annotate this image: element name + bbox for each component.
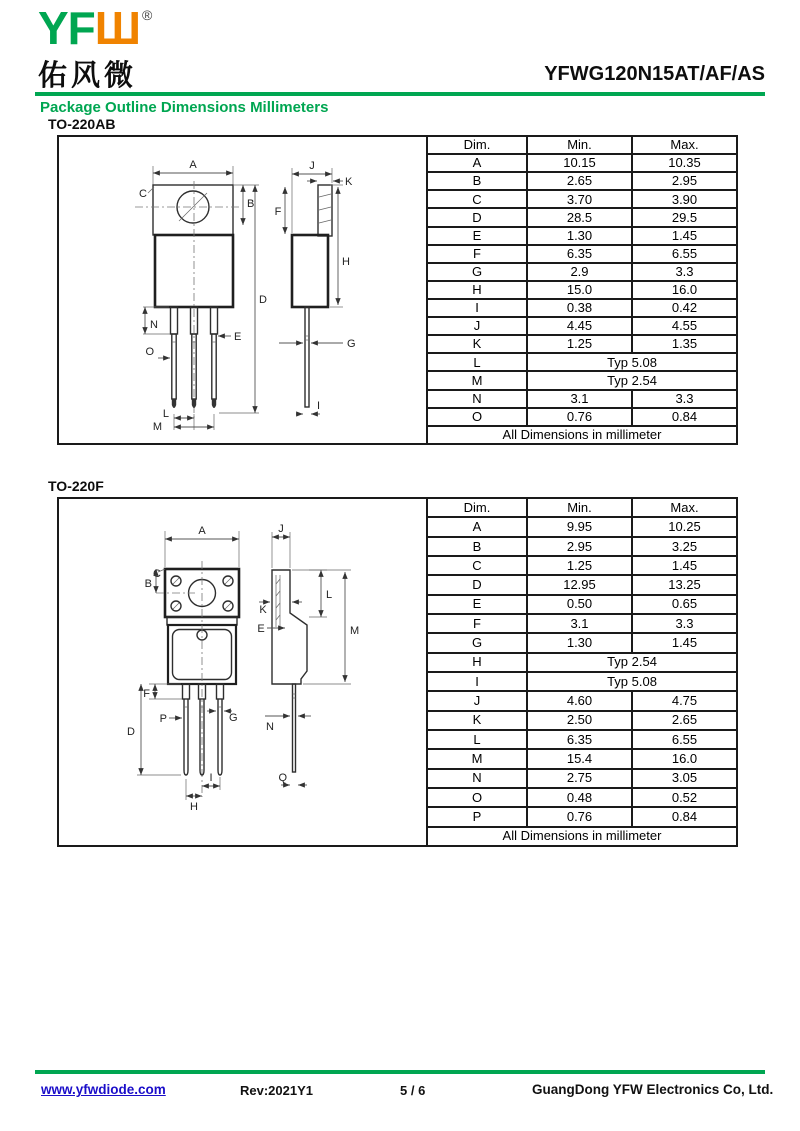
column-header: Min. — [527, 136, 632, 154]
dim-label-k: K — [345, 176, 353, 188]
value-cell: 2.50 — [527, 711, 632, 730]
value-cell: 1.45 — [632, 227, 737, 245]
typ-value-cell: Typ 5.08 — [527, 353, 737, 371]
page-number: 5 / 6 — [400, 1083, 426, 1098]
dim-label-b: B — [144, 578, 152, 590]
column-header: Min. — [527, 498, 632, 517]
value-cell: 2.75 — [527, 769, 632, 788]
value-cell: 1.45 — [632, 633, 737, 652]
value-cell: I — [427, 299, 527, 317]
value-cell: 3.3 — [632, 614, 737, 633]
dim-cell: H — [427, 653, 527, 672]
value-cell: 3.1 — [527, 390, 632, 408]
dimension-row — [427, 154, 737, 172]
value-cell: A — [427, 517, 527, 536]
dim-label-l: L — [326, 589, 333, 601]
typ-value-cell: Typ 2.54 — [527, 371, 737, 389]
value-cell: E — [427, 227, 527, 245]
value-cell: 3.1 — [527, 614, 632, 633]
value-cell: 0.48 — [527, 788, 632, 807]
dimension-row — [427, 807, 737, 826]
value-cell: 13.25 — [632, 575, 737, 594]
column-header: Max. — [632, 498, 737, 517]
dim-cell: M — [427, 371, 527, 389]
value-cell: 15.4 — [527, 749, 632, 768]
value-cell: K — [427, 335, 527, 353]
value-cell: 3.25 — [632, 537, 737, 556]
dimension-row — [427, 691, 737, 710]
typ-value-cell: Typ 5.08 — [527, 672, 737, 691]
dimension-row — [427, 227, 737, 245]
table-note: All Dimensions in millimeter — [427, 827, 737, 846]
header-divider — [35, 92, 765, 96]
value-cell: J — [427, 691, 527, 710]
value-cell: N — [427, 769, 527, 788]
value-cell: P — [427, 807, 527, 826]
dimension-row — [427, 371, 737, 389]
dim-label-b: B — [247, 198, 255, 210]
yfw-logo-wordmark — [38, 2, 153, 54]
value-cell: H — [427, 281, 527, 299]
dimension-row — [427, 711, 737, 730]
dim-label-p: P — [159, 713, 167, 725]
dimension-row — [427, 595, 737, 614]
dimension-row — [427, 408, 737, 426]
dimension-row — [427, 769, 737, 788]
table-note-row — [427, 827, 737, 846]
value-cell: O — [427, 408, 527, 426]
website-link[interactable]: www.yfwdiode.com — [41, 1082, 166, 1097]
dimension-row — [427, 749, 737, 768]
to220f-leads — [183, 684, 224, 775]
dim-label-n: N — [266, 721, 274, 733]
value-cell: 10.15 — [527, 154, 632, 172]
registered-trademark-symbol: ® — [142, 7, 153, 23]
dim-label-f: F — [274, 206, 282, 218]
dimension-row — [427, 208, 737, 226]
dimension-row — [427, 299, 737, 317]
dim-label-o: O — [145, 346, 154, 358]
value-cell: J — [427, 317, 527, 335]
value-cell: 2.65 — [527, 172, 632, 190]
to220ab-drawing — [59, 137, 431, 443]
footer-divider — [35, 1070, 765, 1074]
value-cell: 0.84 — [632, 807, 737, 826]
value-cell: B — [427, 537, 527, 556]
part-number-title: YFWG120N15AT/AF/AS — [544, 63, 765, 85]
value-cell: 10.35 — [632, 154, 737, 172]
logo-chinese-name: 佑风微 — [38, 60, 138, 93]
to220ab-dimension-table — [426, 135, 738, 445]
value-cell: C — [427, 556, 527, 575]
value-cell: 29.5 — [632, 208, 737, 226]
value-cell: 3.3 — [632, 390, 737, 408]
value-cell: L — [427, 730, 527, 749]
value-cell: O — [427, 788, 527, 807]
dimension-row — [427, 556, 737, 575]
value-cell: 1.30 — [527, 227, 632, 245]
value-cell: 3.3 — [632, 263, 737, 281]
dimension-row — [427, 245, 737, 263]
dim-label-q: Q — [278, 772, 287, 784]
to220f-side-view — [257, 523, 359, 785]
dimension-row — [427, 788, 737, 807]
value-cell: F — [427, 614, 527, 633]
value-cell: 3.90 — [632, 190, 737, 208]
value-cell: 1.45 — [632, 556, 737, 575]
table-header-row — [427, 136, 737, 154]
value-cell: N — [427, 390, 527, 408]
table-header-row — [427, 498, 737, 517]
dimension-row — [427, 730, 737, 749]
table-note: All Dimensions in millimeter — [427, 426, 737, 444]
to220ab-section — [48, 116, 752, 445]
value-cell: 6.55 — [632, 730, 737, 749]
dim-label-k: K — [259, 604, 267, 616]
dim-cell: I — [427, 672, 527, 691]
value-cell: 0.65 — [632, 595, 737, 614]
column-header: Dim. — [427, 136, 527, 154]
dimension-row — [427, 614, 737, 633]
to220f-section — [48, 478, 752, 847]
dimension-row — [427, 317, 737, 335]
table-note-row — [427, 426, 737, 444]
dim-label-g: G — [347, 338, 356, 350]
value-cell: 1.25 — [527, 335, 632, 353]
dim-label-j: J — [278, 523, 284, 535]
value-cell: C — [427, 190, 527, 208]
column-header: Max. — [632, 136, 737, 154]
typ-value-cell: Typ 2.54 — [527, 653, 737, 672]
dimension-row — [427, 335, 737, 353]
company-name: GuangDong YFW Electronics Co, Ltd. — [532, 1082, 774, 1097]
value-cell: 10.25 — [632, 517, 737, 536]
dim-label-i: I — [317, 400, 321, 412]
value-cell: 16.0 — [632, 749, 737, 768]
value-cell: D — [427, 208, 527, 226]
value-cell: 3.05 — [632, 769, 737, 788]
dimension-row — [427, 390, 737, 408]
value-cell: 6.35 — [527, 730, 632, 749]
value-cell: 28.5 — [527, 208, 632, 226]
dim-label-a: A — [189, 159, 197, 171]
value-cell: 15.0 — [527, 281, 632, 299]
yfw-logo — [38, 2, 153, 94]
value-cell: 6.35 — [527, 245, 632, 263]
package-name-to220ab: TO-220AB — [48, 116, 116, 132]
value-cell: B — [427, 172, 527, 190]
dimension-row — [427, 653, 737, 672]
logo-yf-text: YF — [38, 2, 95, 54]
value-cell: 4.55 — [632, 317, 737, 335]
value-cell: 1.25 — [527, 556, 632, 575]
value-cell: 2.95 — [527, 537, 632, 556]
page-section-title: Package Outline Dimensions Millimeters — [40, 99, 329, 116]
to220f-outline-box — [57, 497, 738, 847]
value-cell: G — [427, 633, 527, 652]
dim-label-l: L — [162, 408, 169, 420]
value-cell: 0.76 — [527, 807, 632, 826]
value-cell: 16.0 — [632, 281, 737, 299]
dimension-row — [427, 172, 737, 190]
to220f-front-view — [127, 525, 239, 813]
dimension-row — [427, 190, 737, 208]
dimension-row — [427, 263, 737, 281]
dim-cell: L — [427, 353, 527, 371]
package-name-to220f: TO-220F — [48, 478, 104, 494]
to220ab-side-view — [275, 160, 356, 414]
value-cell: 3.70 — [527, 190, 632, 208]
value-cell: 0.42 — [632, 299, 737, 317]
value-cell: 9.95 — [527, 517, 632, 536]
value-cell: G — [427, 263, 527, 281]
value-cell: M — [427, 749, 527, 768]
value-cell: 2.9 — [527, 263, 632, 281]
dimension-row — [427, 537, 737, 556]
dimension-row — [427, 672, 737, 691]
value-cell: 12.95 — [527, 575, 632, 594]
to220ab-outline-box — [57, 135, 738, 445]
value-cell: 6.55 — [632, 245, 737, 263]
revision-label: Rev:2021Y1 — [240, 1083, 313, 1098]
dim-label-e: E — [257, 623, 265, 635]
dim-label-c: C — [139, 188, 147, 200]
dim-label-d: D — [259, 294, 267, 306]
dim-label-h: H — [342, 256, 350, 268]
dim-label-g: G — [229, 712, 238, 724]
to220f-dimension-table — [426, 497, 738, 847]
dim-label-m: M — [152, 421, 162, 433]
value-cell: 0.38 — [527, 299, 632, 317]
value-cell: 0.76 — [527, 408, 632, 426]
dim-label-n: N — [150, 319, 158, 331]
value-cell: 2.65 — [632, 711, 737, 730]
column-header: Dim. — [427, 498, 527, 517]
value-cell: 4.45 — [527, 317, 632, 335]
to220f-drawing — [59, 499, 431, 845]
dimension-row — [427, 281, 737, 299]
dimension-row — [427, 353, 737, 371]
dimension-row — [427, 575, 737, 594]
dimension-row — [427, 633, 737, 652]
dimension-row — [427, 517, 737, 536]
value-cell: 0.84 — [632, 408, 737, 426]
dim-label-d: D — [127, 726, 135, 738]
value-cell: 0.52 — [632, 788, 737, 807]
dim-label-e: E — [234, 331, 242, 343]
value-cell: E — [427, 595, 527, 614]
to220ab-front-view — [135, 159, 267, 433]
logo-w-glyph: Ш — [94, 2, 141, 54]
dim-label-c: C — [153, 568, 161, 580]
value-cell: 4.75 — [632, 691, 737, 710]
value-cell: 1.30 — [527, 633, 632, 652]
dim-label-m: M — [350, 625, 360, 637]
dim-label-i: I — [209, 772, 213, 784]
value-cell: 2.95 — [632, 172, 737, 190]
dim-label-h: H — [190, 801, 198, 813]
dim-label-j: J — [309, 160, 315, 172]
value-cell: K — [427, 711, 527, 730]
value-cell: 1.35 — [632, 335, 737, 353]
value-cell: 4.60 — [527, 691, 632, 710]
value-cell: A — [427, 154, 527, 172]
value-cell: D — [427, 575, 527, 594]
dim-label-f: F — [143, 688, 150, 700]
value-cell: 0.50 — [527, 595, 632, 614]
value-cell: F — [427, 245, 527, 263]
dim-label-a: A — [198, 525, 206, 537]
